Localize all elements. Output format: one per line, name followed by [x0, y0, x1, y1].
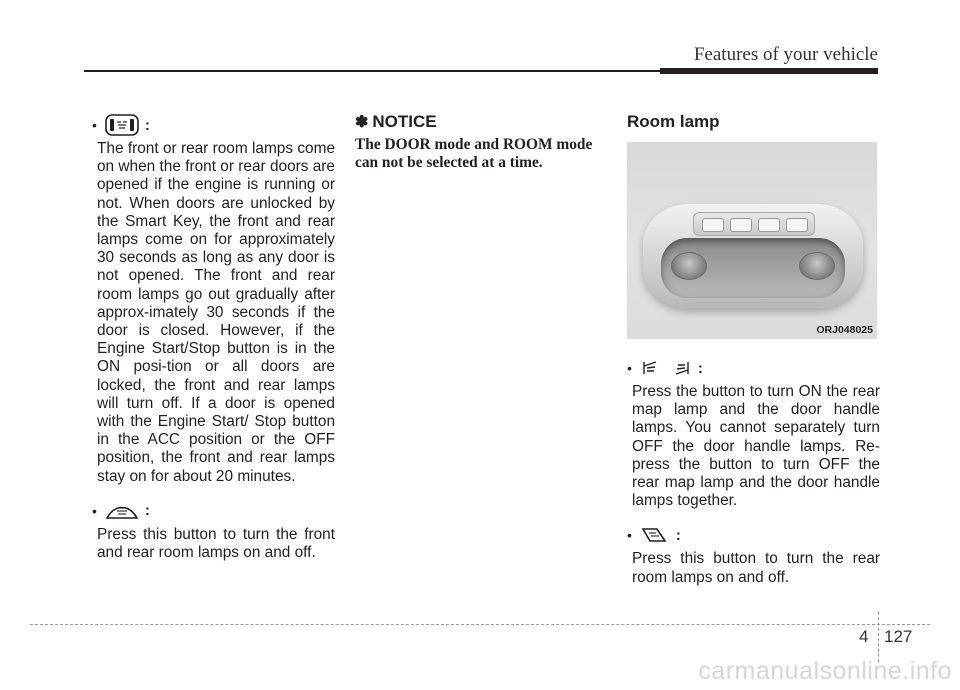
page-header-title: Features of your vehicle [693, 44, 878, 65]
lamp-button-strip [693, 212, 815, 236]
notice-star-icon: ✽ [355, 114, 369, 131]
photo-code: ORJ048025 [816, 324, 873, 336]
column-middle [355, 112, 610, 172]
notice-heading [355, 112, 610, 132]
lamp-lens-left [671, 252, 707, 280]
bullet-map-lamps [627, 355, 880, 381]
lamp-lens-right [799, 252, 835, 280]
room-lamp-title: Room lamp [627, 112, 720, 131]
room-lamp-photo [627, 142, 877, 339]
column-left [92, 112, 335, 562]
bullet-colon: : [675, 526, 681, 544]
header-rule-thick [660, 68, 878, 74]
bullet-dot: • [627, 360, 632, 376]
lamp-button [730, 218, 752, 232]
page-number: 127 [884, 627, 913, 646]
footer-rule [30, 624, 930, 625]
column-right [627, 112, 880, 587]
bullet-colon: : [144, 116, 150, 134]
bullet-rear-room-lamp [627, 522, 880, 548]
notice-heading-text: NOTICE [372, 112, 437, 131]
bullet-door-mode [92, 112, 335, 138]
map-lamp-description: Press the button to turn ON the rear map lamp and the door handle lamps. You cannot separately turn OFF the door handle lamps. Re-press the button to turn OFF the rear map lamp and the door handle lamps together. [632, 383, 880, 510]
chapter-number: 4 [859, 627, 869, 646]
page-divider [878, 612, 879, 662]
watermark: carmanualsonline.info [698, 657, 952, 685]
lamp-button [758, 218, 780, 232]
bullet-colon: : [697, 359, 703, 377]
door-mode-icon [105, 114, 139, 136]
bullet-room-mode [92, 498, 335, 524]
bullet-dot: • [92, 117, 97, 133]
room-mode-description: Press this button to turn the front and rear room lamps on and off. [97, 525, 335, 562]
bullet-dot: • [92, 502, 97, 519]
map-lamp-pair-icon [640, 358, 692, 378]
bullet-colon: : [144, 502, 150, 520]
notice-body: The DOOR mode and ROOM mode can not be selected at a time. [355, 136, 593, 171]
rear-room-lamp-icon [640, 524, 670, 546]
lamp-button [786, 218, 808, 232]
lamp-button [702, 218, 724, 232]
lamp-recess [661, 238, 845, 298]
room-mode-icon [105, 500, 139, 522]
rear-room-lamp-description: Press this button to turn the rear room lamps on and off. [632, 550, 880, 586]
door-mode-description: The front or rear room lamps come on when the front or rear doors are opened if the engine is running or not. When doors are unlocked by the Smart Key, the front and rear lamps come on for approximately 30 seconds as long as any door is not opened. The front and rear room lamps go out gradually after approx-imately 30 seconds if the door is closed. However, if the Engine Start/Stop button is in the ON posi-tion or all doors are locked, the front and rear lamps will turn off. If a door is opened with the Engine Start/ Stop button in the ACC position or the OFF position, the front and rear lamps stay on for about 20 minutes. [97, 140, 335, 485]
bullet-dot: • [627, 527, 632, 544]
header-rule-thin [84, 70, 662, 72]
room-lamp-housing [643, 204, 863, 308]
